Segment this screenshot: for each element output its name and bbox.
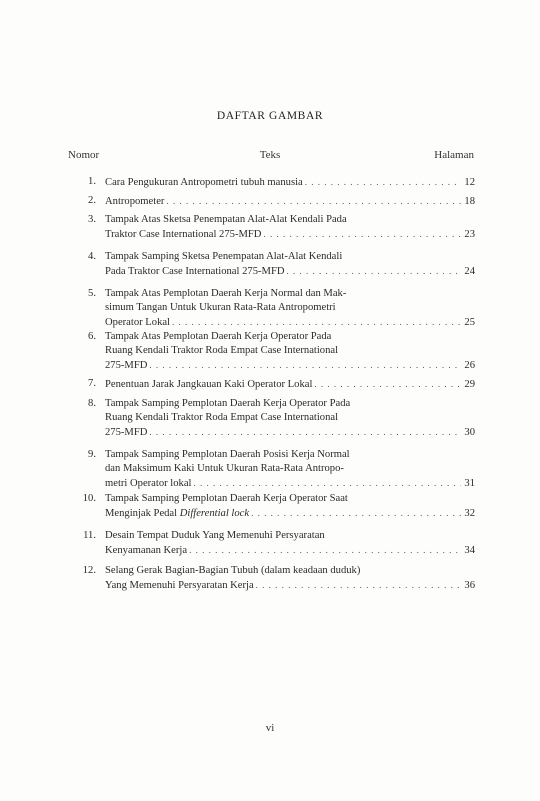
column-header-teks: Teks	[259, 149, 281, 161]
dot-leader	[251, 506, 461, 520]
caption-text: Menginjak Pedal	[105, 508, 178, 519]
figure-number: 11.	[83, 530, 96, 541]
caption-last-line	[105, 175, 475, 190]
caption-line: Desain Tempat Duduk Yang Memenuhi Persyaratan	[105, 530, 325, 541]
dot-leader	[305, 175, 461, 189]
figure-caption	[105, 448, 475, 491]
caption-line: dan Maksimum Kaki Untuk Ukuran Rata-Rata Antropo-	[105, 463, 344, 474]
figure-caption	[105, 250, 475, 279]
figure-number: 7.	[88, 378, 96, 389]
figure-caption	[105, 175, 475, 190]
caption-line: Ruang Kendali Traktor Roda Empat Case International	[105, 345, 339, 356]
page-ref: 24	[464, 266, 475, 277]
page-number: vi	[265, 722, 275, 734]
caption-text: Kenyamanan Kerja	[105, 545, 188, 556]
figure-number: 10.	[82, 493, 96, 504]
figure-number: 8.	[88, 398, 96, 409]
page-ref: 26	[464, 360, 475, 371]
caption-line: Selang Gerak Bagian-Bagian Tubuh (dalam keadaan duduk)	[105, 565, 361, 576]
caption-text: Penentuan Jarak Jangkauan Kaki Operator Lokal	[105, 379, 313, 390]
page-ref: 34	[464, 545, 475, 556]
caption-line: Tampak Atas Pemplotan Daerah Kerja Normal dan Mak-	[105, 288, 347, 299]
figure-number: 5.	[88, 288, 96, 299]
dot-leader	[314, 377, 461, 391]
caption-text: Antropometer	[105, 196, 165, 207]
figure-caption	[105, 529, 475, 558]
dot-leader	[166, 194, 461, 208]
figure-caption	[105, 564, 475, 593]
page-ref: 12	[464, 177, 475, 188]
page-ref: 32	[464, 508, 475, 519]
dot-leader	[149, 358, 461, 372]
caption-text: Yang Memenuhi Persyaratan Kerja	[105, 580, 254, 591]
caption-italic-text: Differential lock	[179, 508, 250, 519]
caption-text: Traktor Case International 275-MFD	[105, 229, 262, 240]
caption-line: simum Tangan Untuk Ukuran Rata-Rata Antropometri	[105, 302, 336, 313]
page-ref: 36	[464, 580, 475, 591]
column-header-nomor: Nomor	[68, 149, 100, 161]
caption-line: Tampak Samping Sketsa Penempatan Alat-Alat Kendali	[105, 251, 343, 262]
dot-leader	[256, 578, 461, 592]
caption-line: Tampak Atas Pemplotan Daerah Kerja Operator Pada	[105, 331, 332, 342]
caption-line: Tampak Samping Pemplotan Daerah Posisi Kerja Normal	[105, 449, 350, 460]
caption-text: 275-MFD	[105, 360, 148, 371]
caption-line: Tampak Samping Pemplotan Daerah Kerja Operator Saat	[105, 493, 348, 504]
dot-leader	[193, 476, 461, 490]
dot-leader	[189, 543, 461, 557]
page-ref: 23	[464, 229, 475, 240]
column-header-halaman: Halaman	[434, 149, 474, 161]
figure-number: 12.	[82, 565, 96, 576]
caption-last-line	[105, 264, 475, 279]
caption-last-line	[105, 194, 475, 209]
figure-number: 4.	[88, 251, 96, 262]
figure-caption	[105, 194, 475, 209]
figure-number: 6.	[88, 331, 96, 342]
dot-leader	[172, 315, 461, 329]
figure-number: 9.	[88, 449, 96, 460]
figure-number: 1.	[88, 176, 96, 187]
figure-caption	[105, 397, 475, 440]
figure-caption	[105, 213, 475, 242]
figure-caption	[105, 492, 475, 521]
caption-last-line	[105, 506, 475, 521]
page-ref: 18	[464, 196, 475, 207]
caption-last-line	[105, 543, 475, 558]
caption-last-line	[105, 476, 475, 491]
figure-caption	[105, 330, 475, 373]
caption-last-line	[105, 377, 475, 392]
page-title: DAFTAR GAMBAR	[216, 110, 324, 122]
caption-last-line	[105, 315, 475, 330]
caption-last-line	[105, 578, 475, 593]
dot-leader	[263, 227, 461, 241]
figure-number: 2.	[88, 195, 96, 206]
figure-number: 3.	[88, 214, 96, 225]
caption-text: Cara Pengukuran Antropometri tubuh manusia	[105, 177, 303, 188]
page-ref: 30	[464, 427, 475, 438]
caption-text: 275-MFD	[105, 427, 148, 438]
page-ref: 25	[464, 317, 475, 328]
page-ref: 31	[464, 478, 475, 489]
caption-text: metri Operator lokal	[105, 478, 192, 489]
caption-last-line	[105, 227, 475, 242]
page-ref: 29	[464, 379, 475, 390]
caption-line: Tampak Atas Sketsa Penempatan Alat-Alat Kendali Pada	[105, 214, 347, 225]
caption-last-line	[105, 358, 475, 373]
caption-text: Operator Lokal	[105, 317, 171, 328]
figure-caption	[105, 377, 475, 392]
dot-leader	[286, 264, 461, 278]
caption-text: Pada Traktor Case International 275-MFD	[105, 266, 285, 277]
caption-last-line	[105, 425, 475, 440]
dot-leader	[149, 425, 461, 439]
caption-line: Ruang Kendali Traktor Roda Empat Case International	[105, 412, 339, 423]
caption-line: Tampak Samping Pemplotan Daerah Kerja Operator Pada	[105, 398, 351, 409]
figure-caption	[105, 287, 475, 330]
